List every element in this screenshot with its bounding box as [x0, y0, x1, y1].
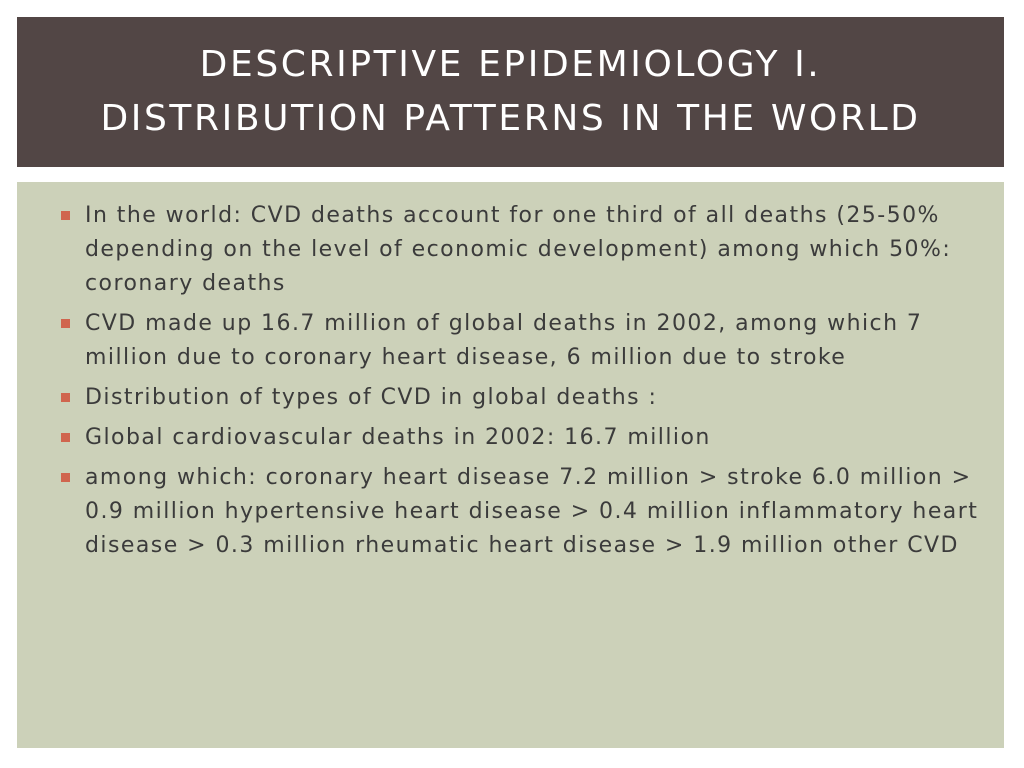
bullet-text: Global cardiovascular deaths in 2002: 16.7 million	[85, 425, 711, 450]
bullet-item-world-cvd-share	[59, 199, 979, 301]
bullet-item-cvd-2002-deaths	[59, 307, 979, 375]
bullet-text: Distribution of types of CVD in global deaths :	[85, 385, 658, 410]
slide-content-panel	[17, 182, 1004, 748]
slide-title-bar	[17, 17, 1004, 167]
bullet-text: In the world: CVD deaths account for one third of all deaths (25-50% depending on the level of economic development) among which 50%: coronary deaths	[85, 203, 952, 296]
slide-title-line-2: DISTRIBUTION PATTERNS IN THE WORLD	[100, 98, 921, 139]
square-bullet-icon	[61, 393, 70, 402]
bullet-list	[59, 199, 979, 569]
square-bullet-icon	[61, 319, 70, 328]
slide-title-line-1: DESCRIPTIVE EPIDEMIOLOGY I.	[199, 44, 822, 85]
bullet-text: CVD made up 16.7 million of global deaths in 2002, among which 7 million due to coronary heart disease, 6 million due to stroke	[85, 311, 923, 370]
square-bullet-icon	[61, 211, 70, 220]
bullet-text: among which: coronary heart disease 7.2 million > stroke 6.0 million > 0.9 million hypertensive heart disease > 0.4 million inflammatory heart disease > 0.3 million rheumatic heart disease > 1.9 million other CVD	[85, 465, 979, 558]
bullet-item-global-total	[59, 421, 979, 455]
square-bullet-icon	[61, 433, 70, 442]
bullet-item-breakdown	[59, 461, 979, 563]
square-bullet-icon	[61, 473, 70, 482]
bullet-item-distribution-heading	[59, 381, 979, 415]
